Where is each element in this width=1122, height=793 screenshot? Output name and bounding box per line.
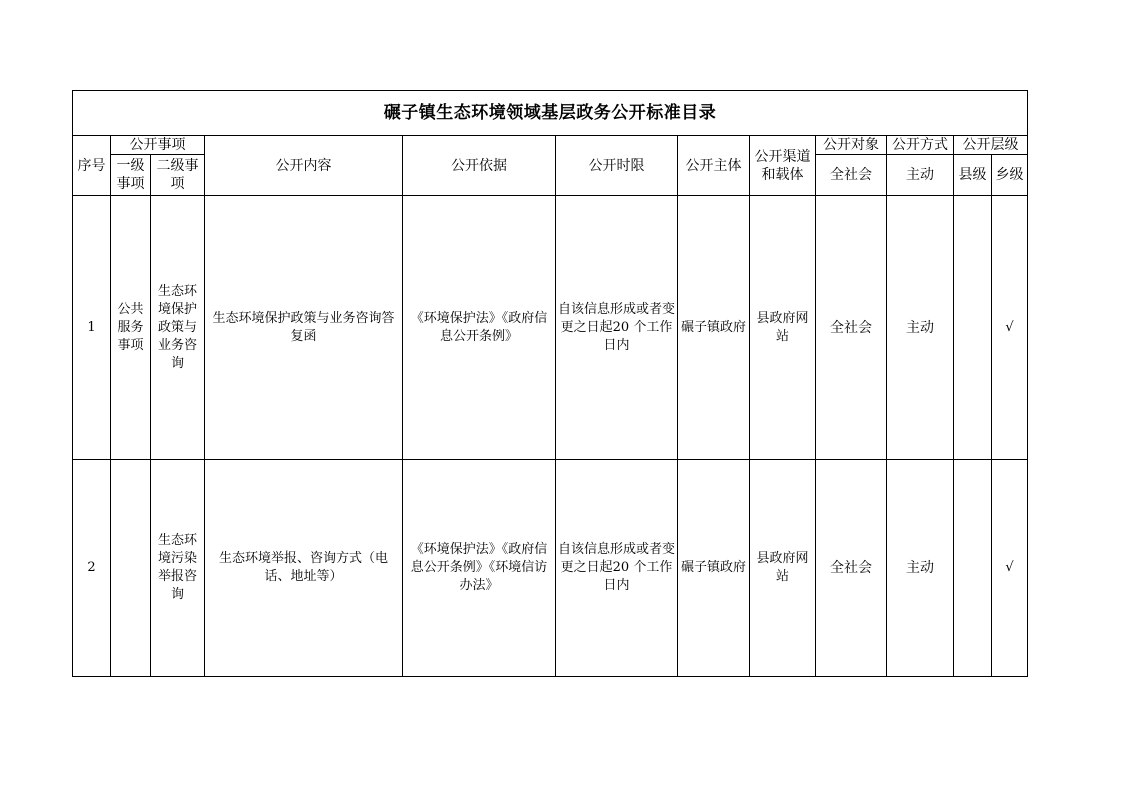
row-time-limit: 自该信息形成或者变更之日起20 个工作日内 — [556, 460, 678, 677]
row-level1: 公共服务事项 — [111, 196, 151, 460]
row-channel: 县政府网站 — [750, 196, 816, 460]
header-target-all-society: 全社会 — [816, 155, 887, 196]
row-method: 主动 — [887, 196, 954, 460]
row-content: 生态环境举报、咨询方式（电话、地址等） — [205, 460, 403, 677]
header-basis: 公开依据 — [403, 136, 556, 196]
disclosure-catalog-table — [72, 90, 1028, 677]
row-tier-town-check: √ — [992, 460, 1028, 677]
row-content: 生态环境保护政策与业务咨询答复函 — [205, 196, 403, 460]
header-matters: 公开事项 — [111, 136, 205, 155]
row-seq: 1 — [73, 196, 111, 460]
header-time-limit: 公开时限 — [556, 136, 678, 196]
header-content: 公开内容 — [205, 136, 403, 196]
header-level1: 一级事项 — [111, 155, 151, 196]
row-target: 全社会 — [816, 196, 887, 460]
row-tier-county — [954, 460, 992, 677]
row-level2: 生态环境污染举报咨询 — [151, 460, 205, 677]
header-target: 公开对象 — [816, 136, 887, 155]
row-tier-town-check: √ — [992, 196, 1028, 460]
header-tier: 公开层级 — [954, 136, 1028, 155]
header-channel: 公开渠道和载体 — [750, 136, 816, 196]
table-row — [73, 196, 1028, 460]
row-tier-county — [954, 196, 992, 460]
row-target: 全社会 — [816, 460, 887, 677]
row-level2: 生态环境保护政策与业务咨询 — [151, 196, 205, 460]
row-seq: 2 — [73, 460, 111, 677]
row-basis: 《环境保护法》《政府信息公开条例》 — [403, 196, 556, 460]
header-method-proactive: 主动 — [887, 155, 954, 196]
header-tier-town: 乡级 — [992, 155, 1028, 196]
row-channel: 县政府网站 — [750, 460, 816, 677]
row-time-limit: 自该信息形成或者变更之日起20 个工作日内 — [556, 196, 678, 460]
row-level1 — [111, 460, 151, 677]
header-seq: 序号 — [73, 136, 111, 196]
row-method: 主动 — [887, 460, 954, 677]
table-title: 碾子镇生态环境领域基层政务公开标准目录 — [73, 91, 1028, 136]
row-basis: 《环境保护法》《政府信息公开条例》《环境信访办法》 — [403, 460, 556, 677]
header-subject: 公开主体 — [678, 136, 750, 196]
header-tier-county: 县级 — [954, 155, 992, 196]
row-subject: 碾子镇政府 — [678, 460, 750, 677]
header-method: 公开方式 — [887, 136, 954, 155]
table-row — [73, 460, 1028, 677]
row-subject: 碾子镇政府 — [678, 196, 750, 460]
header-level2: 二级事项 — [151, 155, 205, 196]
